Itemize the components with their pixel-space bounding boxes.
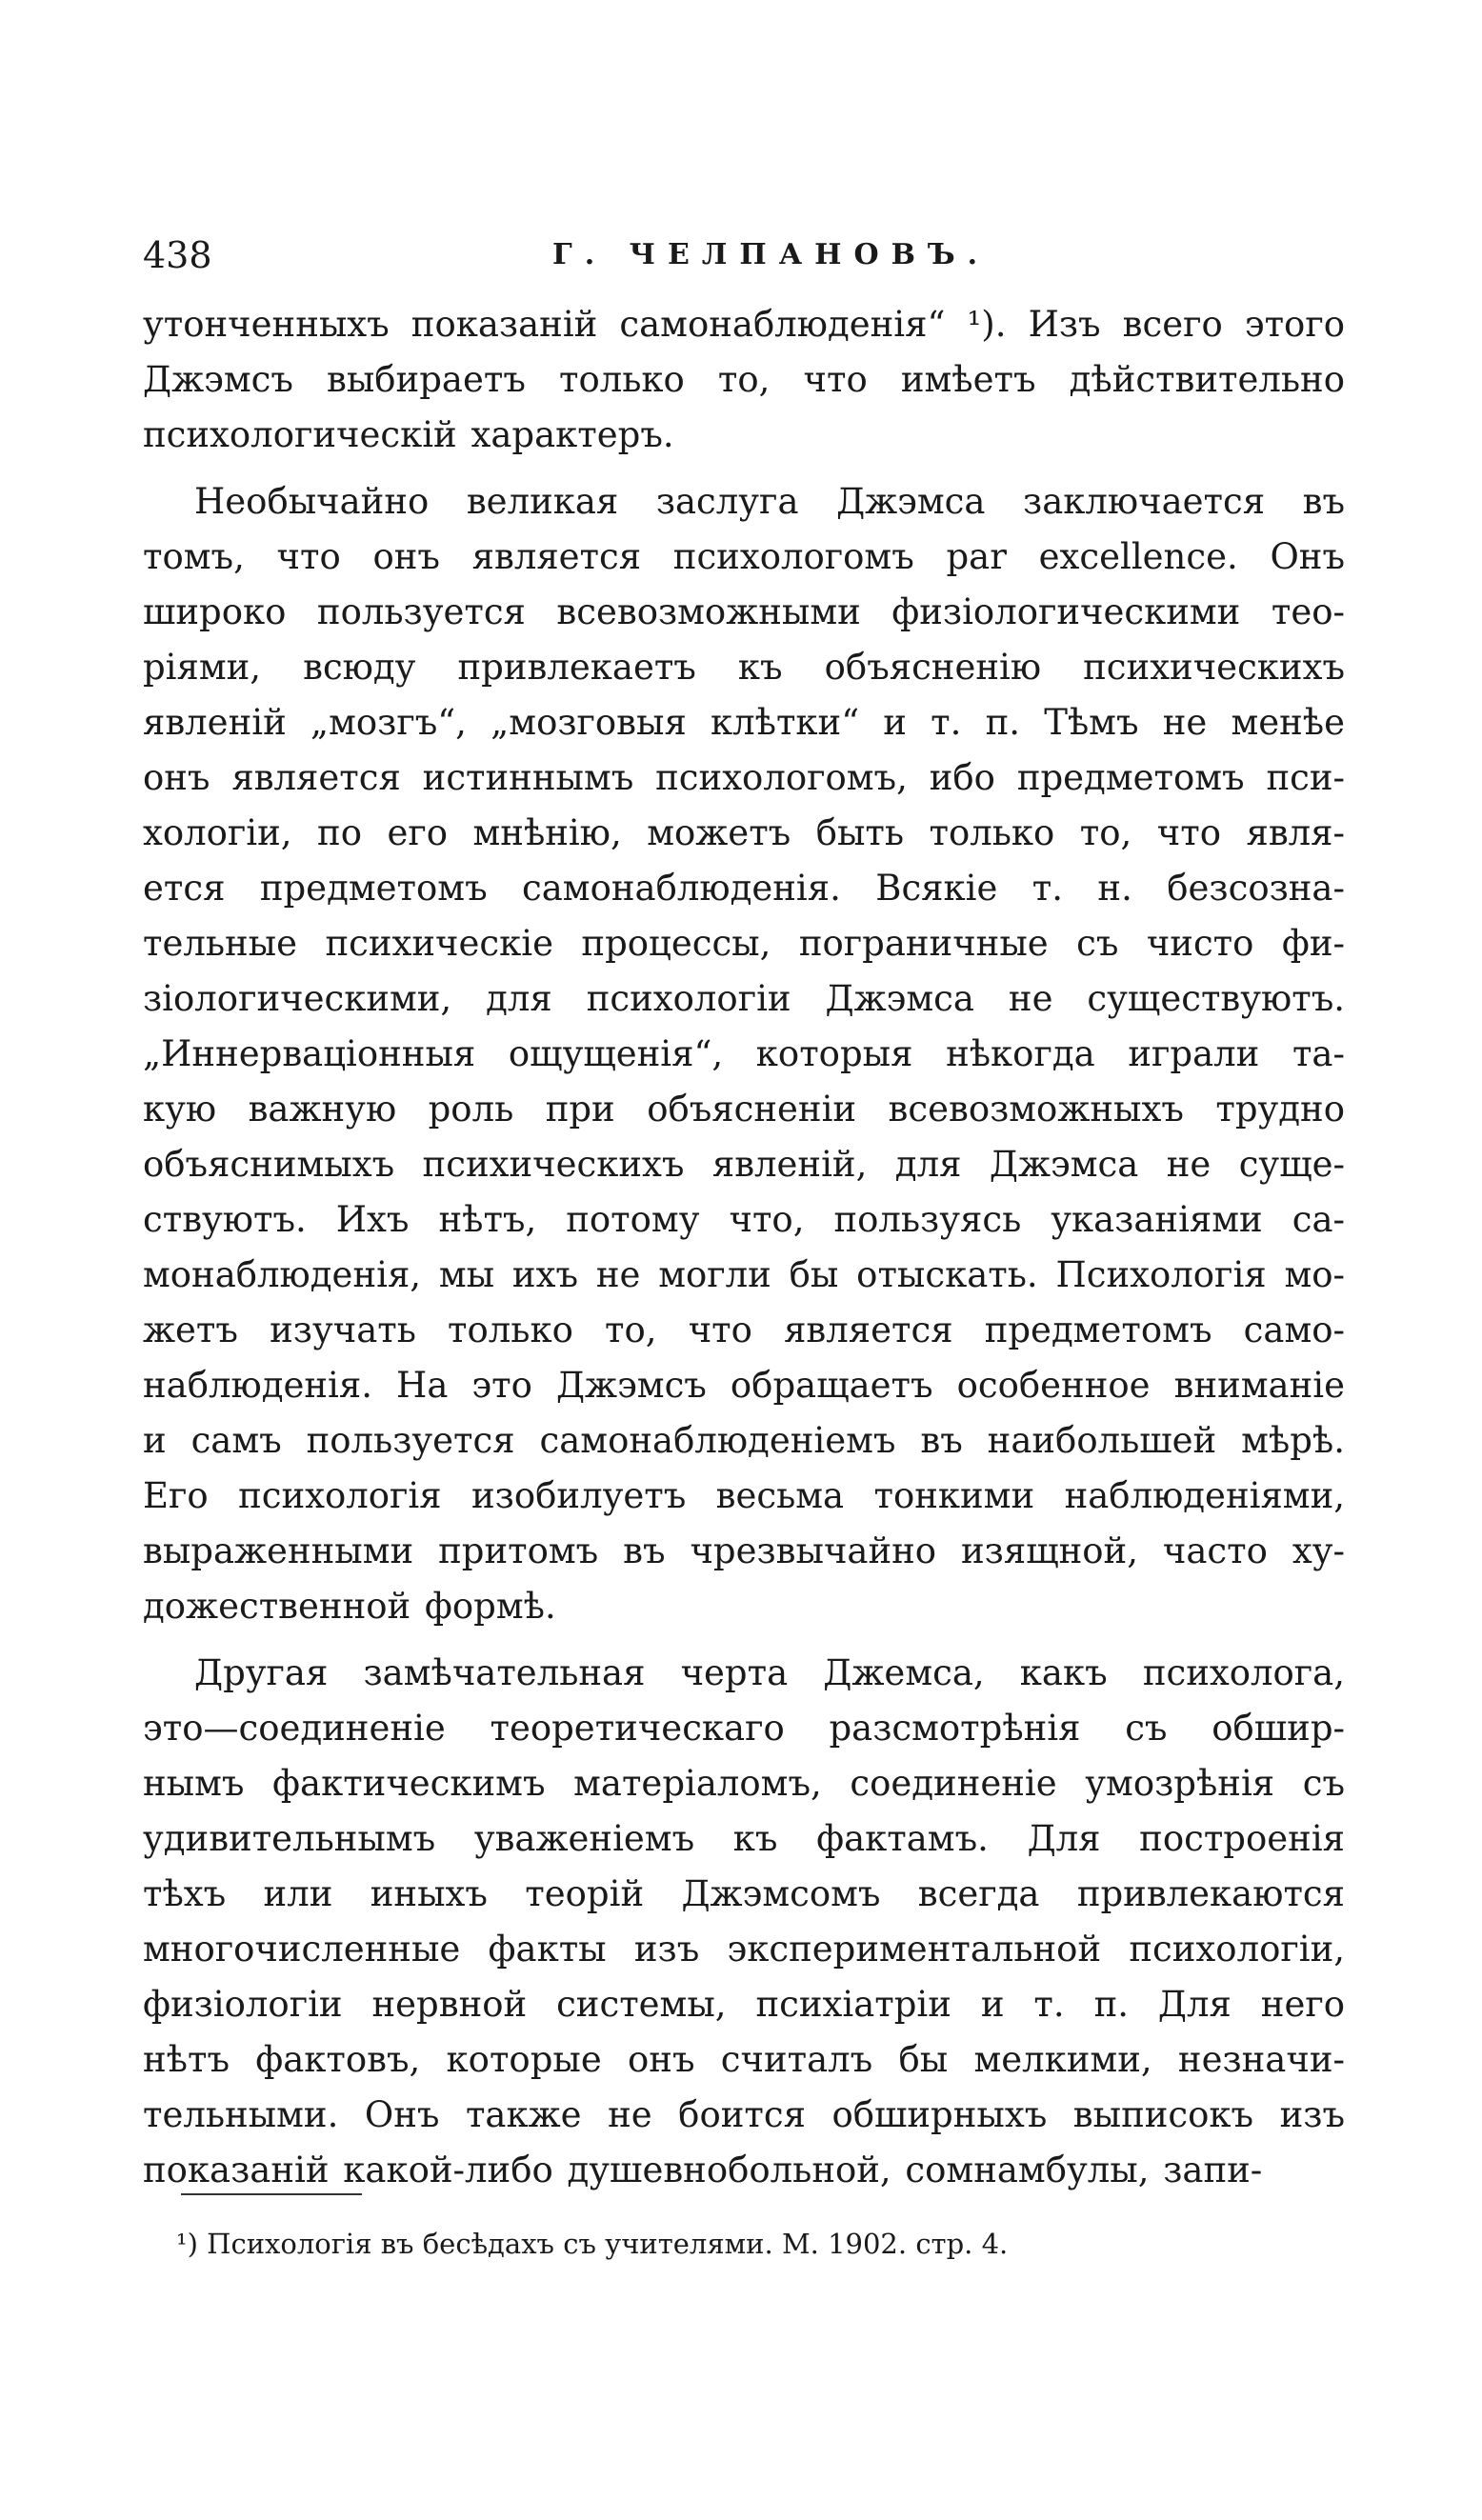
text-line: „Иннерваціонныя ощущенія“, которыя нѣкогда играли та- [143,1033,1345,1074]
text-line: объяснимыхъ психическихъ явленій, для Джэмса не суще- [143,1144,1345,1185]
text-line: это—соединеніе теоретическаго разсмотрѣнія съ обшир- [143,1708,1345,1749]
running-head [143,227,1343,284]
text-line: многочисленные факты изъ экспериментальной психологіи, [143,1929,1345,1970]
text-line: и самъ пользуется самонаблюденіемъ въ наибольшей мѣрѣ. [143,1420,1345,1461]
text-line: нѣтъ фактовъ, которые онъ считалъ бы мелкими, незначи- [143,2039,1345,2080]
footnote [176,2225,1008,2263]
text-line: показаній какой-либо душевнобольной, сомнамбулы, запи- [143,2150,1263,2190]
text-line: утонченныхъ показаній самонаблюденія“ ¹). Изъ всего этого [143,304,1345,345]
footnote-text: Психологія въ бесѣдахъ съ учителями. М. 1902. стр. 4. [207,2228,1009,2260]
text-line: ствуютъ. Ихъ нѣтъ, потому что, пользуясь указаніями са- [143,1199,1345,1240]
text-line: Необычайно великая заслуга Джэмса заключается въ [194,481,1345,522]
text-line: явленій „мозгъ“, „мозговыя клѣтки“ и т. п. Тѣмъ не менѣе [143,702,1345,743]
text-line: монаблюденія, мы ихъ не могли бы отыскать. Психологія мо- [143,1254,1345,1295]
text-line: Другая замѣчательная черта Джемса, какъ психолога, [194,1652,1345,1693]
text-line: дожественной формѣ. [143,1586,556,1627]
text-line: нымъ фактическимъ матеріаломъ, соединеніе умозрѣнія съ [143,1763,1345,1804]
footnote-marker: ¹) [176,2228,198,2260]
running-title: Г. ЧЕЛПАНОВЪ. [552,238,991,271]
text-line: тѣхъ или иныхъ теорій Джэмсомъ всегда привлекаются [143,1873,1345,1914]
text-line: физіологіи нервной системы, психіатріи и т. п. Для него [143,1984,1345,2025]
body-text [143,297,1345,2210]
footnote-rule [181,2193,362,2195]
text-line: удивительнымъ уваженіемъ къ фактамъ. Для построенія [143,1818,1345,1859]
paragraph [143,474,1345,1634]
text-line: жетъ изучать только то, что является предметомъ само- [143,1310,1345,1350]
text-line: ріями, всюду привлекаетъ къ объясненію психическихъ [143,647,1345,688]
text-line: тельными. Онъ также не боится обширныхъ выписокъ изъ [143,2094,1345,2135]
text-line: Его психологія изобилуетъ весьма тонкими наблюденіями, [143,1475,1345,1516]
text-line: наблюденія. На это Джэмсъ обращаетъ особенное вниманіе [143,1365,1345,1406]
text-line: Джэмсъ выбираетъ только то, что имѣетъ дѣйствительно [143,359,1345,400]
text-line: онъ является истиннымъ психологомъ, ибо предметомъ пси- [143,757,1345,798]
text-line: зіологическими, для психологіи Джэмса не существуютъ. [143,978,1345,1019]
text-line: хологіи, по его мнѣнію, можетъ быть только то, что явля- [143,812,1345,853]
text-line: тельные психическіе процессы, пограничные съ чисто фи- [143,923,1345,964]
page-number: 438 [143,234,212,276]
paragraph [143,1646,1345,2198]
text-line: ется предметомъ самонаблюденія. Всякіе т. н. безсозна- [143,868,1345,909]
text-line: кую важную роль при объясненіи всевозможныхъ трудно [143,1089,1345,1130]
paragraph [143,297,1345,463]
text-line: томъ, что онъ является психологомъ par excellence. Онъ [143,536,1345,577]
text-line: широко пользуется всевозможными физіологическими тео- [143,591,1345,632]
text-line: выраженными притомъ въ чрезвычайно изящной, часто ху- [143,1530,1345,1571]
text-line: психологическій характеръ. [143,414,674,455]
